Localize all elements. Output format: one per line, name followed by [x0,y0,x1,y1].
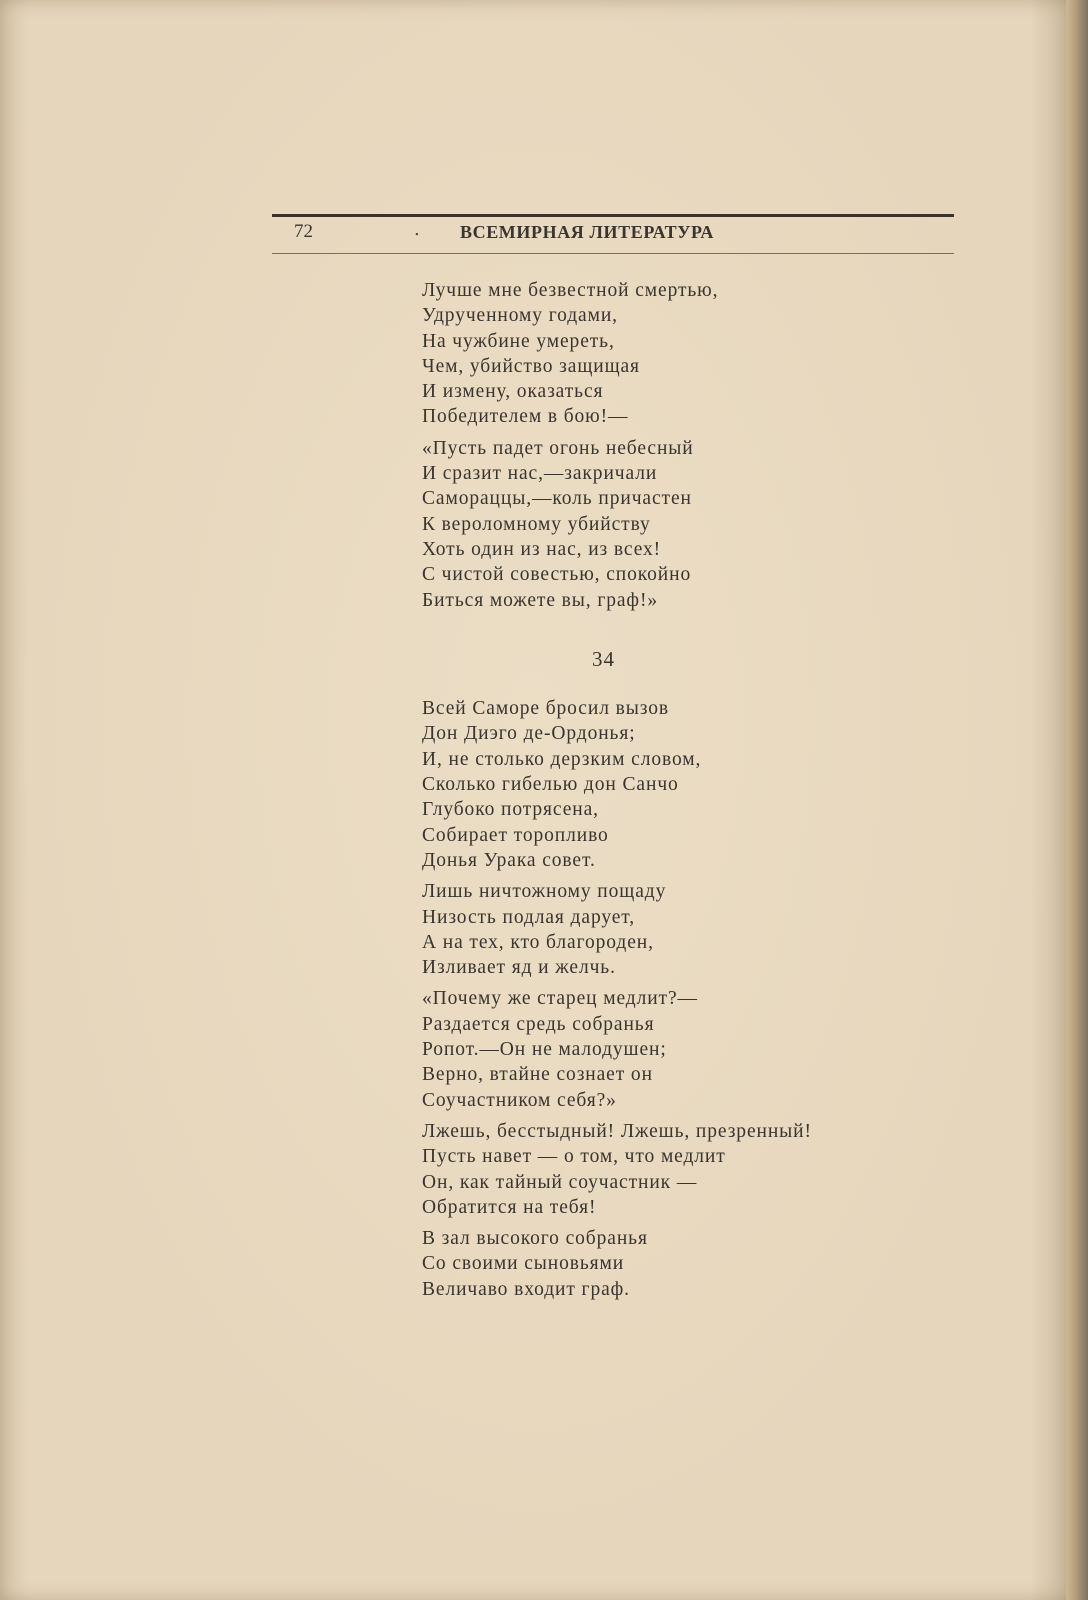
section-number: 34 [592,646,615,671]
stanza [422,436,942,613]
stanza [422,1119,942,1220]
poem-line: И измену, оказаться [422,381,604,403]
poem-line: И, не столько дерзким словом, [422,748,702,770]
stanza [422,986,942,1112]
poem-line: Ропот.—Он не малодушен; [422,1039,667,1061]
poem-line: Дон Диэго де-Ордонья; [422,723,636,745]
poem-line: Чем, убийство защищая [422,355,640,377]
poem-line: Биться можете вы, граф!» [422,589,659,611]
poem-line: «Пусть падет огонь небесный [422,437,694,459]
poem-line: А на тех, кто благороден, [422,931,654,953]
poem-line: Донья Урака совет. [422,849,596,871]
poem-line: Лжешь, бесстыдный! Лжешь, презренный! [422,1120,812,1142]
page-edge [1066,0,1088,1600]
poem-line: К вероломному убийству [422,513,651,535]
poem-line: Сколько гибелью дон Санчо [422,774,679,796]
page-header [272,214,954,254]
poem-line: «Почему же старец медлит?— [422,988,698,1010]
stanza [422,278,942,430]
poem-text [422,278,942,1308]
poem-line: Собирает торопливо [422,824,609,846]
poem-line: Низость подлая дарует, [422,906,636,928]
stanza [422,696,942,873]
poem-line: Соучастником себя?» [422,1089,617,1111]
poem-line: Раздается средь собранья [422,1013,655,1035]
running-title: ВСЕМИРНАЯ ЛИТЕРАТУРА [460,222,714,242]
poem-line: И сразит нас,—закричали [422,463,658,485]
poem-line: С чистой совестью, спокойно [422,564,692,586]
poem-line: Пусть навет — о том, что медлит [422,1146,726,1168]
stanza [422,1226,942,1302]
poem-line: Победителем в бою!— [422,406,629,428]
poem-line: Верно, втайне сознает он [422,1064,653,1086]
stanza [422,879,942,980]
poem-line: В зал высокого собранья [422,1228,648,1250]
poem-line: Изливает яд и желчь. [422,957,616,979]
poem-line: Лишь ничтожному пощаду [422,881,667,903]
poem-line: Он, как тайный соучастник — [422,1171,698,1193]
poem-line: Обратится на тебя! [422,1196,597,1218]
poem-line: Хоть один из нас, из всех! [422,538,662,560]
poem-line: Удрученному годами, [422,305,618,327]
header-dot: . [414,219,420,240]
poem-line: Со своими сыновьями [422,1253,625,1275]
poem-line: На чужбине умереть, [422,330,615,352]
page-number: 72 [294,221,313,242]
poem-line: Глубоко потрясена, [422,799,599,821]
poem-line: Лучше мне безвестной смертью, [422,280,719,301]
poem-line: Величаво входит граф. [422,1278,630,1300]
poem-line: Самораццы,—коль причастен [422,488,692,510]
poem-line: Всей Саморе бросил вызов [422,698,669,720]
